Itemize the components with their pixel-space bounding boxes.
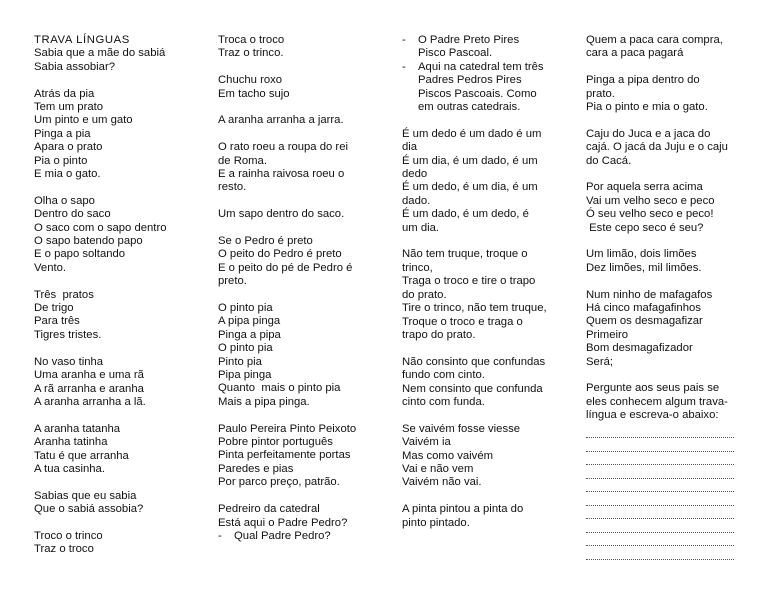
verse-line: Apara o prato xyxy=(34,141,103,154)
tongue-twister-stanza xyxy=(218,114,390,127)
answer-line[interactable] xyxy=(586,519,734,533)
tongue-twister-stanza xyxy=(586,34,736,61)
column-4 xyxy=(586,34,736,560)
verse-line: Por aquela serra acima xyxy=(586,181,703,194)
verse-line: Vaivém não vai. xyxy=(402,476,482,489)
verse-line: E mia o gato. xyxy=(34,168,101,181)
stanza-list xyxy=(218,34,390,530)
tongue-twister-stanza xyxy=(218,235,390,289)
tongue-twister-stanza xyxy=(402,503,572,530)
verse-line: trinco, xyxy=(402,261,433,274)
dash-mark: - xyxy=(402,34,406,46)
tongue-twister-stanza xyxy=(218,141,390,195)
verse-line: Para três xyxy=(34,315,80,328)
verse-line: É um dado, é um dedo, é xyxy=(402,208,529,221)
tongue-twister-stanza xyxy=(586,128,736,168)
stanza-list xyxy=(586,34,736,369)
verse-line: Pinta perfeitamente portas xyxy=(218,449,351,462)
instruction-text: Pergunte aos seus pais se eles conhecem algum trava-língua e escreva-o abaixo: xyxy=(586,382,728,422)
verse-line: Traga o troco e tire o trapo xyxy=(402,275,536,288)
verse-line: dado. xyxy=(402,194,431,207)
answer-line[interactable] xyxy=(586,465,734,479)
tongue-twister-stanza xyxy=(586,248,736,275)
dash-mark: - xyxy=(402,60,406,73)
answer-line[interactable] xyxy=(586,492,734,506)
dialogue-text: Aqui na catedral tem três Padres Pedros Pires Piscos Pascoais. Como em outras catedrais. xyxy=(418,60,544,114)
verse-line: E a rainha raivosa roeu o xyxy=(218,168,345,181)
verse-line: Vento. xyxy=(34,261,67,274)
verse-line: do Cacá. xyxy=(586,154,632,167)
tongue-twister-stanza xyxy=(586,74,736,114)
tongue-twister-stanza xyxy=(34,195,204,275)
verse-line: Este cepo seco é seu? xyxy=(586,221,704,234)
verse-line: E o peito do pé de Pedro é xyxy=(218,261,353,274)
verse-line: Pipa pinga xyxy=(218,369,272,382)
verse-line: A pinta pintou a pinta do xyxy=(402,503,524,516)
verse-line: Não tem truque, troque o xyxy=(402,248,528,261)
tongue-twister-stanza xyxy=(34,423,204,477)
verse-line: A aranha tatanha xyxy=(34,422,121,435)
answer-lines xyxy=(586,425,736,560)
tongue-twister-stanza xyxy=(402,356,572,410)
verse-line: A aranha arranha a jarra. xyxy=(218,114,344,127)
verse-line: Três pratos xyxy=(34,288,94,301)
verse-line: Tire o trinco, não tem truque, xyxy=(402,302,547,315)
tongue-twister-stanza xyxy=(34,289,204,343)
verse-line: do prato. xyxy=(402,288,447,301)
tongue-twister-stanza xyxy=(218,503,390,530)
verse-line: de Roma. xyxy=(218,154,267,167)
tongue-twister-stanza xyxy=(34,530,204,557)
verse-line: Ó seu velho seco e peco! xyxy=(586,208,714,221)
verse-line: Um pinto e um gato xyxy=(34,114,133,127)
verse-line: A pipa pinga xyxy=(218,315,281,328)
verse-line: Dez limões, mil limões. xyxy=(586,261,702,274)
page-title: TRAVA LÍNGUAS xyxy=(34,34,130,46)
tongue-twister-stanza xyxy=(34,356,204,410)
verse-line: prato. xyxy=(586,87,615,100)
verse-line: Mais a pipa pinga. xyxy=(218,395,310,408)
verse-line: Sabia que a mãe do sabiá xyxy=(34,47,166,60)
verse-line: Se vaivém fosse viesse xyxy=(402,422,521,435)
verse-line: Dentro do saco xyxy=(34,208,111,221)
verse-line: Olha o sapo xyxy=(34,194,95,207)
verse-line: Pinga a pipa dentro do xyxy=(586,74,700,87)
verse-line: Um sapo dentro do saco. xyxy=(218,208,345,221)
verse-line: Em tacho sujo xyxy=(218,87,290,100)
answer-line[interactable] xyxy=(586,438,734,452)
dialogue-item xyxy=(218,530,390,543)
tongue-twister-stanza xyxy=(218,34,390,61)
verse-line: preto. xyxy=(218,275,247,288)
verse-line: A rã arranha e aranha xyxy=(34,382,144,395)
verse-line: Há cinco mafagafinhos xyxy=(586,302,701,315)
stanza-list xyxy=(402,128,572,530)
tongue-twister-stanza xyxy=(402,128,572,235)
answer-line[interactable] xyxy=(586,479,734,493)
verse-line: Tatu é que arranha xyxy=(34,449,129,462)
dialogue-item xyxy=(402,34,572,61)
verse-line: O sapo batendo papo xyxy=(34,235,143,248)
verse-line: De trigo xyxy=(34,302,74,315)
verse-line: Bom desmagafizador xyxy=(586,342,693,355)
verse-line: fundo com cinto. xyxy=(402,369,485,382)
verse-line: Vai e não vem xyxy=(402,462,474,475)
tongue-twister-stanza xyxy=(218,74,390,101)
column-3 xyxy=(402,34,572,530)
verse-line: um dia. xyxy=(402,221,440,234)
verse-line: Tigres tristes. xyxy=(34,328,102,341)
verse-line: Pia o pinto xyxy=(34,154,88,167)
verse-line: Tem um prato xyxy=(34,101,104,114)
verse-line: Por parco preço, patrão. xyxy=(218,476,340,489)
verse-line: dedo xyxy=(402,168,428,181)
verse-line: cara a paca pagará xyxy=(586,47,684,60)
dialogue-item xyxy=(402,61,572,115)
verse-line: cajá. O jacá da Juju e o caju xyxy=(586,141,728,154)
verse-line: A aranha arranha a lã. xyxy=(34,395,146,408)
tongue-twister-stanza xyxy=(402,423,572,490)
tongue-twister-stanza xyxy=(218,302,390,409)
verse-line: O pinto pia xyxy=(218,302,273,315)
dash-mark: - xyxy=(218,529,222,542)
verse-line: cinto com funda. xyxy=(402,395,485,408)
verse-line: É um dedo é um dado é um xyxy=(402,127,542,140)
dialogue-text: O Padre Preto Pires Pisco Pascoal. xyxy=(418,34,520,60)
answer-line[interactable] xyxy=(586,452,734,466)
verse-line: Vai um velho seco e peco xyxy=(586,194,715,207)
verse-line: Pia o pinto e mia o gato. xyxy=(586,101,708,114)
verse-line: dia xyxy=(402,141,418,154)
verse-line: Pedreiro da catedral xyxy=(218,503,320,516)
verse-line: Será; xyxy=(586,355,614,368)
stanza-list xyxy=(34,47,204,556)
verse-line: Atrás da pia xyxy=(34,87,95,100)
tongue-twister-stanza xyxy=(586,289,736,369)
column-1 xyxy=(34,34,204,557)
verse-line: Está aqui o Padre Pedro? xyxy=(218,516,348,529)
verse-line: Que o sabiá assobia? xyxy=(34,503,144,516)
answer-line[interactable] xyxy=(586,506,734,520)
column-2 xyxy=(218,34,390,543)
verse-line: O rato roeu a roupa do rei xyxy=(218,141,348,154)
verse-line: pinto pintado. xyxy=(402,516,470,529)
verse-line: Aranha tatinha xyxy=(34,436,108,449)
tongue-twister-stanza xyxy=(586,181,736,235)
verse-line: Pobre pintor português xyxy=(218,436,333,449)
tongue-twister-stanza xyxy=(34,47,204,74)
verse-line: Pinto pia xyxy=(218,355,262,368)
verse-line: No vaso tinha xyxy=(34,355,104,368)
verse-line: O peito do Pedro é preto xyxy=(218,248,342,261)
verse-line: Um limão, dois limões xyxy=(586,248,697,261)
verse-line: Quanto mais o pinto pia xyxy=(218,382,341,395)
verse-line: Pinga a pipa xyxy=(218,328,281,341)
tongue-twister-stanza xyxy=(34,490,204,517)
verse-line: Se o Pedro é preto xyxy=(218,235,313,248)
answer-line[interactable] xyxy=(586,425,734,439)
tongue-twister-stanza xyxy=(402,248,572,342)
verse-line: Caju do Juca e a jaca do xyxy=(586,127,711,140)
verse-line: Não consinto que confundas xyxy=(402,355,546,368)
verse-line: Num ninho de mafagafos xyxy=(586,288,713,301)
tongue-twister-stanza xyxy=(34,88,204,182)
verse-line: Traz o trinco. xyxy=(218,47,284,60)
answer-line[interactable] xyxy=(586,533,734,547)
verse-line: trapo do prato. xyxy=(402,328,476,341)
verse-line: A tua casinha. xyxy=(34,462,105,475)
dialogue-text: Qual Padre Pedro? xyxy=(234,529,331,542)
verse-line: É um dia, é um dado, é um xyxy=(402,154,538,167)
answer-line[interactable] xyxy=(586,546,734,560)
verse-line: Chuchu roxo xyxy=(218,74,283,87)
verse-line: E o papo soltando xyxy=(34,248,126,261)
tongue-twister-stanza xyxy=(218,208,390,221)
verse-line: Quem a paca cara compra, xyxy=(586,34,723,46)
verse-line: Traz o troco xyxy=(34,543,94,556)
verse-line: Troco o trinco xyxy=(34,529,103,542)
verse-line: Paredes e pias xyxy=(218,462,294,475)
verse-line: Uma aranha e uma rã xyxy=(34,369,144,382)
verse-line: Troca o troco xyxy=(218,34,285,46)
verse-line: Nem consinto que confunda xyxy=(402,382,543,395)
verse-line: É um dedo, é um dia, é um xyxy=(402,181,538,194)
verse-line: Pinga a pia xyxy=(34,127,91,140)
verse-line: O pinto pia xyxy=(218,342,273,355)
verse-line: Primeiro xyxy=(586,328,629,341)
verse-line: Sabia assobiar? xyxy=(34,60,116,73)
verse-line: Quem os desmagafizar xyxy=(586,315,703,328)
verse-line: Sabias que eu sabia xyxy=(34,489,137,502)
verse-line: Vaivém ia xyxy=(402,436,451,449)
verse-line: resto. xyxy=(218,181,247,194)
verse-line: O saco com o sapo dentro xyxy=(34,221,167,234)
verse-line: Paulo Pereira Pinto Peixoto xyxy=(218,422,357,435)
tongue-twister-stanza xyxy=(218,423,390,490)
verse-line: Troque o troco e traga o xyxy=(402,315,523,328)
verse-line: Mas como vaivém xyxy=(402,449,494,462)
